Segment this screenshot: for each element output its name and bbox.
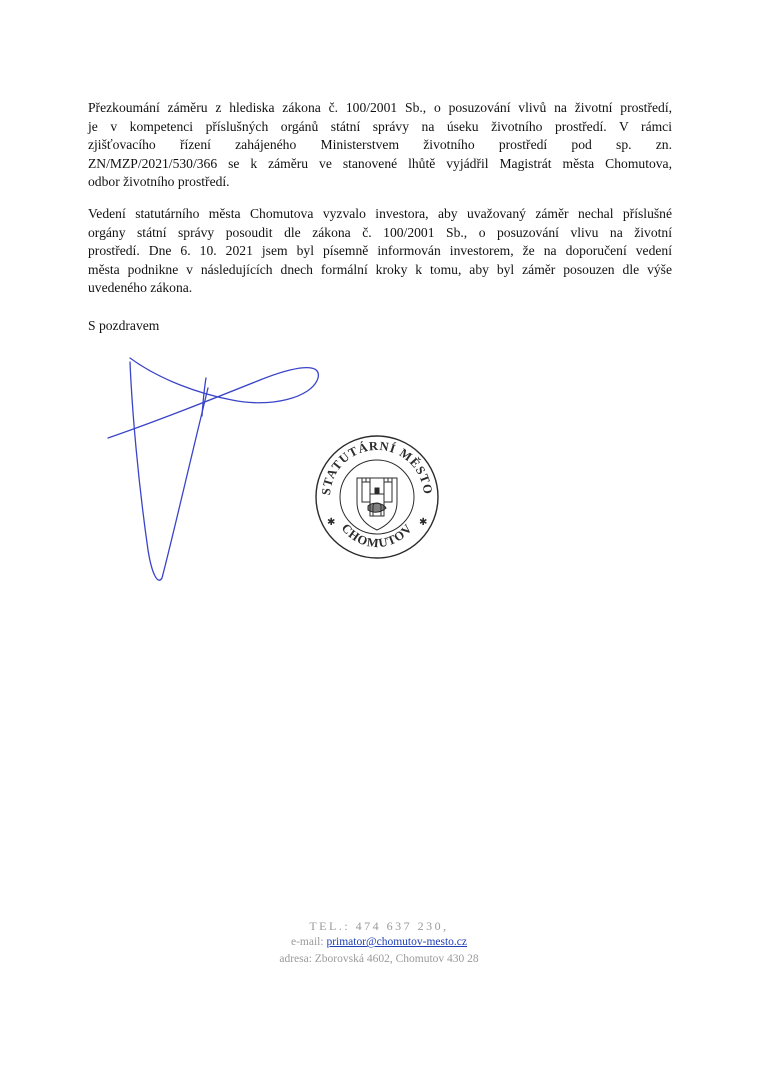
stamp-star-icon: ✱ <box>327 517 336 528</box>
paragraph-line: města podnikne v následujících dnech formální kroky k tomu, aby byl záměr posouzen dle výše <box>88 261 672 277</box>
paragraph-line: orgány státní správy posoudit dle zákona č. 100/2001 Sb., o posuzování vlivu na životní <box>88 224 672 240</box>
footer-email-label: e-mail: <box>290 936 324 948</box>
paragraph-line: prostředí. Dne 6. 10. 2021 jsem byl písemně informován investorem, že na doporučení vedení <box>88 243 672 258</box>
paragraph-line: Přezkoumání záměru z hlediska zákona č. 100/2001 Sb., o posuzování vlivů na životní prostředí, <box>88 100 672 115</box>
footer-phone: TEL.: 474 637 230, <box>309 919 449 933</box>
paragraph-line: zjišťovacího řízení zahájeného Ministerstvem životního prostředí pod sp. zn. <box>88 137 672 152</box>
city-seal-stamp <box>312 432 442 562</box>
stamp-bottom-text: CHOMUTOV <box>338 520 416 551</box>
footer-address: adresa: Zborovská 4602, Chomutov 430 28 <box>279 953 479 965</box>
handwritten-signature <box>100 350 330 590</box>
coat-of-arms-icon <box>357 478 397 530</box>
footer-email-line <box>0 936 758 948</box>
closing-greeting: S pozdravem <box>88 318 160 333</box>
paragraph-line: je v kompetenci příslušných orgánů státní správy na úseku životního prostředí. V rámci <box>88 118 672 134</box>
svg-text:CHOMUTOV <box>339 521 416 550</box>
paragraph-review-competence <box>88 99 672 192</box>
footer-email-link[interactable]: primator@chomutov-mesto.cz <box>326 936 468 948</box>
svg-text:STATUTÁRNÍ MĚSTO <box>319 439 435 496</box>
stamp-top-text: STATUTÁRNÍ MĚSTO <box>318 438 436 496</box>
stamp-star-icon: ✱ <box>419 517 428 528</box>
paragraph-line: uvedeného zákona. <box>88 280 193 295</box>
paragraph-line: Vedení statutárního města Chomutova vyzvalo investora, aby uvažovaný záměr nechal příslušné <box>88 206 672 221</box>
paragraph-line: ZN/MZP/2021/530/366 se k záměru ve stanovené lhůtě vyjádřil Magistrát města Chomutova, <box>88 155 672 171</box>
paragraph-investor-notice <box>88 205 672 298</box>
paragraph-line: odbor životního prostředí. <box>88 174 230 189</box>
